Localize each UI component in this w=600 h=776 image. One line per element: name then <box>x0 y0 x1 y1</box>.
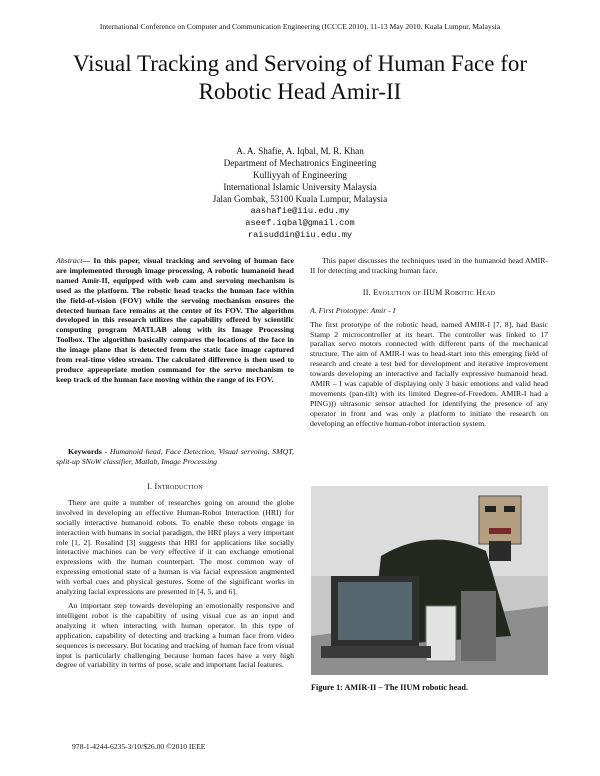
author-block <box>0 145 600 241</box>
robot-illustration <box>311 486 548 675</box>
keywords-label: Keywords - <box>68 447 108 456</box>
subsection-heading: A. First Prototype: Amir - I <box>310 305 396 315</box>
keywords <box>56 447 294 467</box>
section-heading-introduction: I. Introduction <box>147 482 203 491</box>
address: Jalan Gombak, 53100 Kuala Lumpur, Malaysia <box>212 194 388 204</box>
abstract-text: — In this paper, visual tracking and servoing of human face are implemented through image processing. A robotic humanoid head named Amir-II, equipped with web cam and servoing mechanism is used as the platform. The robotic head tracks the human face within the field-of-vision (FOV) while the servoing mechanism ensures the detected human face remains at the center of its FOV. The algorithm developed in this research utilizes the capability offered by scientific computing program MATLAB along with its Image Processing Toolbox. The algorithm basically compares the locations of the face in the image plane that is detected from the static face image captured from real-time video stream. The calculated difference is then used to produce appropriate motion command for the servo mechanism to keep track of the human face moving within the range of its FOV. <box>56 256 294 384</box>
abstract-label: Abstract <box>56 256 83 265</box>
keywords-text: Humanoid head, Face Detection, Visual servoing, SMQT, split-up SNoW classifier, Matlab, Image Processing <box>56 447 294 466</box>
section-heading-evolution: II. Evolution of IIUM Robotic Head <box>362 287 496 297</box>
abstract <box>56 256 294 385</box>
title-line-1: Visual Tracking and Servoing of Human Face for <box>72 51 528 76</box>
copyright-footer: 978-1-4244-6235-3/10/$26.00 ©2010 IEEE <box>72 742 206 751</box>
title-line-2: Robotic Head Amir-II <box>198 79 402 104</box>
author-names: A. A. Shafie, A. Iqbal, M. R. Khan <box>236 146 364 156</box>
paper-title <box>40 50 560 106</box>
robot-photo <box>311 486 548 675</box>
right-paragraph-0: This paper discusses the techniques used in the humanoid head AMIR-II for detecting and tracking human face. <box>310 256 548 275</box>
faculty: Kulliyyah of Engineering <box>253 170 347 180</box>
figure-caption: Figure 1: AMIR-II – The IIUM robotic head. <box>311 683 468 692</box>
intro-paragraph-1: There are quite a number of researches going on around the globe involved in developing an effective Human-Robot Interaction (HRI) for socially interactive humanoid robots. To enable these robots engage in interaction with humans in social paradigm, the HRI plays a very important role [1, 2]. Rosalind [3] suggests that HRI for applications like socially interactive machines can be very effective if it can exchange emotional expressions with the human counterpart. The most common way of expressing emotional state of a human is via facial expression augmented with verbal cues and physical gestures. Some of the significant works in analyzing facial expressions are presented in [4, 5, and 6]. <box>56 497 294 597</box>
email-2: aseef.iqbal@gmail.com <box>245 218 355 228</box>
introduction-section <box>56 482 294 670</box>
conference-header: International Conference on Computer and Communication Engineering (ICCCE 2010), 11-13 May 2010, Kuala Lumpur, Malaysia <box>99 22 501 31</box>
right-paragraph-1: The first prototype of the robotic head, named AMIR-I [7, 8], had Basic Stamp 2 microcontroller at its heart. The controller was linked to 17 parallax servo motors connected with different parts of the mechanical structure. The aim of AMIR-I was to head-start into this emerging field of research and create a test bed for development and iterative improvement towards developing an interactive and facially expressive humanoid head. AMIR – I was capable of displaying only 3 basic emotions and valid head movements (pan-tilt) with its limited Degree-of-Freedom. AMIR-I had a PING))) ultrasonic sensor attached for identifying the presence of any operator in front and was only a platform to initiate the research on developing an effective human-robot interaction system. <box>310 319 548 428</box>
right-column <box>310 256 548 429</box>
university: International Islamic University Malaysia <box>223 182 377 192</box>
email-3: raisuddin@iiu.edu.my <box>247 230 353 240</box>
department: Department of Mechatronics Engineering <box>223 158 377 168</box>
intro-paragraph-2: An important step towards developing an emotionally responsive and intelligent robot is the capability of using visual cue as an input and analyzing it when interacting with human operator. In this type of application, capability of detecting and tracking a human face from video sequences is necessary. But locating and tracking of human face from visual input is particularly challenging because human faces have a very high degree of variability in terms of pose, scale and important facial features. <box>56 600 294 670</box>
email-1: aashafie@iiu.edu.my <box>250 206 350 216</box>
